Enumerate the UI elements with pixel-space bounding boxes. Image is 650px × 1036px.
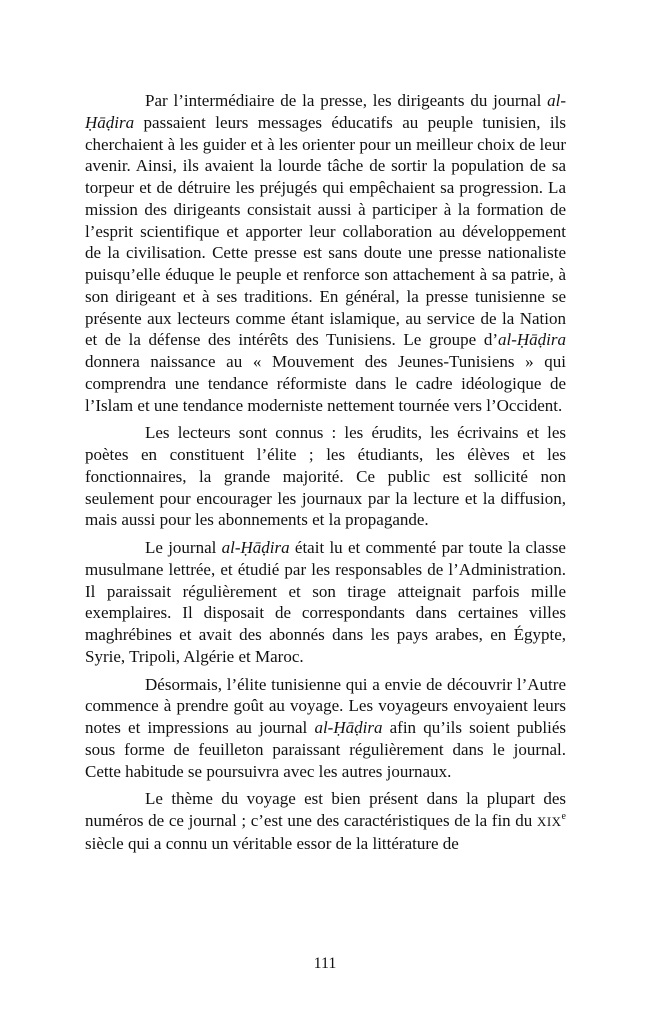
journal-name: al-Ḥāḍira	[314, 718, 383, 737]
century-superscript: e	[561, 811, 566, 822]
journal-name: al-Ḥāḍira	[221, 538, 290, 557]
page-number: 111	[313, 955, 337, 972]
paragraph-4: Désormais, l’élite tunisienne qui a envie de découvrir l’Autre commence à prendre goût au voyage. Les voyageurs envoyaient leurs notes et impressions au journal al-Ḥāḍira afin qu’ils soient publiés sous forme de feuilleton paraissant régulièrement dans le journal. Cette habitude se poursuivra avec les autres journaux.	[85, 674, 566, 781]
century-numeral: XIX	[536, 814, 562, 829]
paragraph-2: Les lecteurs sont connus : les érudits, les écrivains et les poètes en constituent l’élite ; les étudiants, les élèves et les fonctionnaires, la grande majorité. Ce public est sollicité non seulement pour encourager les journaux par la lecture et la diffusion, mais aussi pour les abonnements et la propagande.	[85, 423, 566, 530]
journal-name: al-Ḥāḍira	[498, 330, 566, 350]
paragraph-3: Le journal al-Ḥāḍira était lu et commenté par toute la classe musulmane lettrée, et étudié par les responsables de l’Administration. Il paraissait régulièrement et son tirage atteignait parfois mille exemplaires. Il disposait de correspondants dans certaines villes maghrébines et avait des abonnés dans les pays arabes, en Égypte, Syrie, Tripoli, Algérie et Maroc.	[85, 538, 566, 666]
paragraph-1: Par l’intermédiaire de la presse, les dirigeants du journal al-Ḥāḍira passaient leurs messages éducatifs au peuple tunisien, ils cherchaient à les guider et à les orienter pour un meilleur choix de leur avenir. Ainsi, ils avaient la lourde tâche de sortir la population de sa torpeur et de détruire les préjugés qui empêchaient sa progression. La mission des dirigeants consistait aussi à participer à la formation de l’esprit scientifique et apporter leur collaboration au développement de la civilisation. Cette presse est sans doute une presse nationaliste puisqu’elle éduque le peuple et renforce son attachement à sa patrie, à son dirigeant et à ses traditions. En général, la presse tunisienne se présente aux lecteurs comme étant islamique, au service de la Nation et de la défense des intérêts des Tunisiens. Le groupe d’al-Ḥāḍira donnera naissance au « Mouvement des Jeunes-Tunisiens » qui comprendra une tendance réformiste dans le cadre idéologique de l’Islam et une tendance moderniste nettement tournée vers l’Occident.	[85, 91, 566, 415]
paragraph-5: Le thème du voyage est bien présent dans la plupart des numéros de ce journal ; c’est une des caractéristiques de la fin du XIXe siècle qui a connu un véritable essor de la littérature de	[85, 789, 566, 853]
page-body	[85, 90, 566, 861]
journal-name: al-Ḥāḍira	[85, 91, 566, 132]
